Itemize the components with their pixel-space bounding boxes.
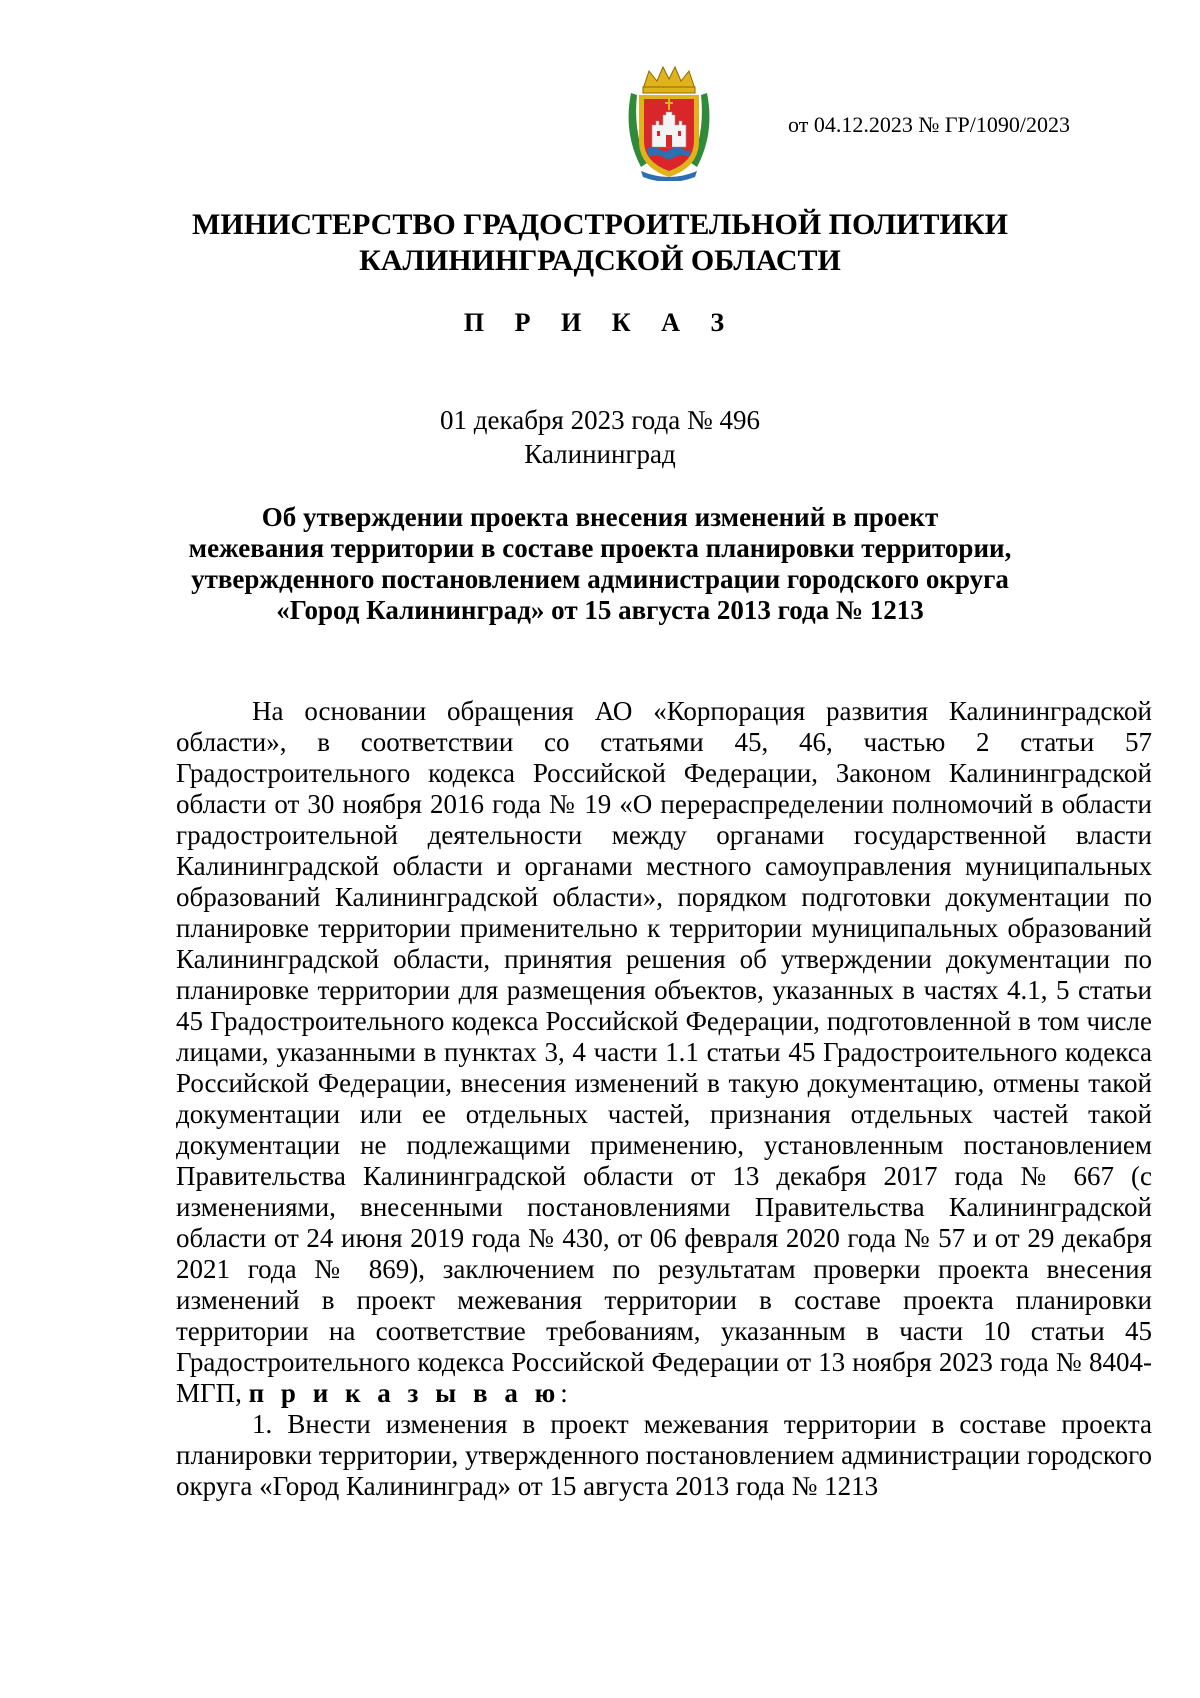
ministry-line-1: МИНИСТЕРСТВО ГРАДОСТРОИТЕЛЬНОЙ ПОЛИТИКИ	[192, 208, 1008, 241]
ministry-name	[0, 207, 1200, 279]
body-text	[176, 696, 1152, 1502]
paragraph-basis-text: На основании обращения АО «Корпорация развития Калининградской области», в соответствии со статьями 45, 46, частью 2 статьи 57 Градостроительного кодекса Российской Федерации, Законом Калининградской области от 30 ноября 2016 года № 19 «О перераспределении полномочий в области градостроительной деятельности между органами государственной власти Калининградской области и органами местного самоуправления муниципальных образований Калининградской области», порядком подготовки документации по планировке территории применительно к территории муниципальных образований Калининградской области, принятия решения об утверждении документации по планировке территории для размещения объектов, указанных в частях 4.1, 5 статьи 45 Градостроительного кодекса Российской Федерации, подготовленной в том числе лицами, указанными в пунктах 3, 4 части 1.1 статьи 45 Градостроительного кодекса Российской Федерации, внесения изменений в такую документацию, отмены такой документации или ее отдельных частей, признания отдельных частей такой документации не подлежащими применению, установленным постановлением Правительства Калининградской области от 13 декабря 2017 года № 667 (с изменениями, внесенными постановлениями Правительства Калининградской области от 24 июня 2019 года № 430, от 06 февраля 2020 года № 57 и от 29 декабря 2021 года № 869), заключением по результатам проверки проекта внесения изменений в проект межевания территории в составе проекта планировки территории на соответствие требованиям, указанным в части 10 статьи 45 Градостроительного кодекса Российской Федерации от 13 ноября 2023 года № 8404-МГП,	[176, 696, 1152, 1408]
order-date: 01 декабря 2023 года № 496	[440, 405, 760, 435]
paragraph-basis	[176, 696, 1152, 1409]
title-line-4: «Город Калининград» от 15 августа 2013 года № 1213	[276, 595, 924, 625]
registration-number: от 04.12.2023 № ГР/1090/2023	[788, 112, 1070, 137]
paragraph-item-1: 1. Внести изменения в проект межевания территории в составе проекта планировки территории, утвержденного постановлением администрации городского округа «Город Калининград» от 15 августа 2013 года № 1213	[176, 1409, 1152, 1501]
city: Калининград	[524, 439, 676, 469]
crown	[643, 67, 695, 89]
order-colon: :	[560, 1378, 568, 1408]
title-line-1: Об утверждении проекта внесения изменений в проект	[261, 502, 939, 532]
coat-of-arms-icon	[619, 63, 719, 181]
document-type: П Р И К А З	[463, 308, 737, 337]
order-word: п р и к а з ы в а ю	[248, 1378, 561, 1408]
ministry-line-2: КАЛИНИНГРАДСКОЙ ОБЛАСТИ	[359, 244, 841, 277]
title-line-2: межевания территории в составе проекта планировки территории,	[188, 533, 1012, 563]
title-line-3: утвержденного постановлением администрации городского округа	[191, 564, 1009, 594]
order-title	[0, 502, 1200, 626]
date-block	[0, 403, 1200, 471]
